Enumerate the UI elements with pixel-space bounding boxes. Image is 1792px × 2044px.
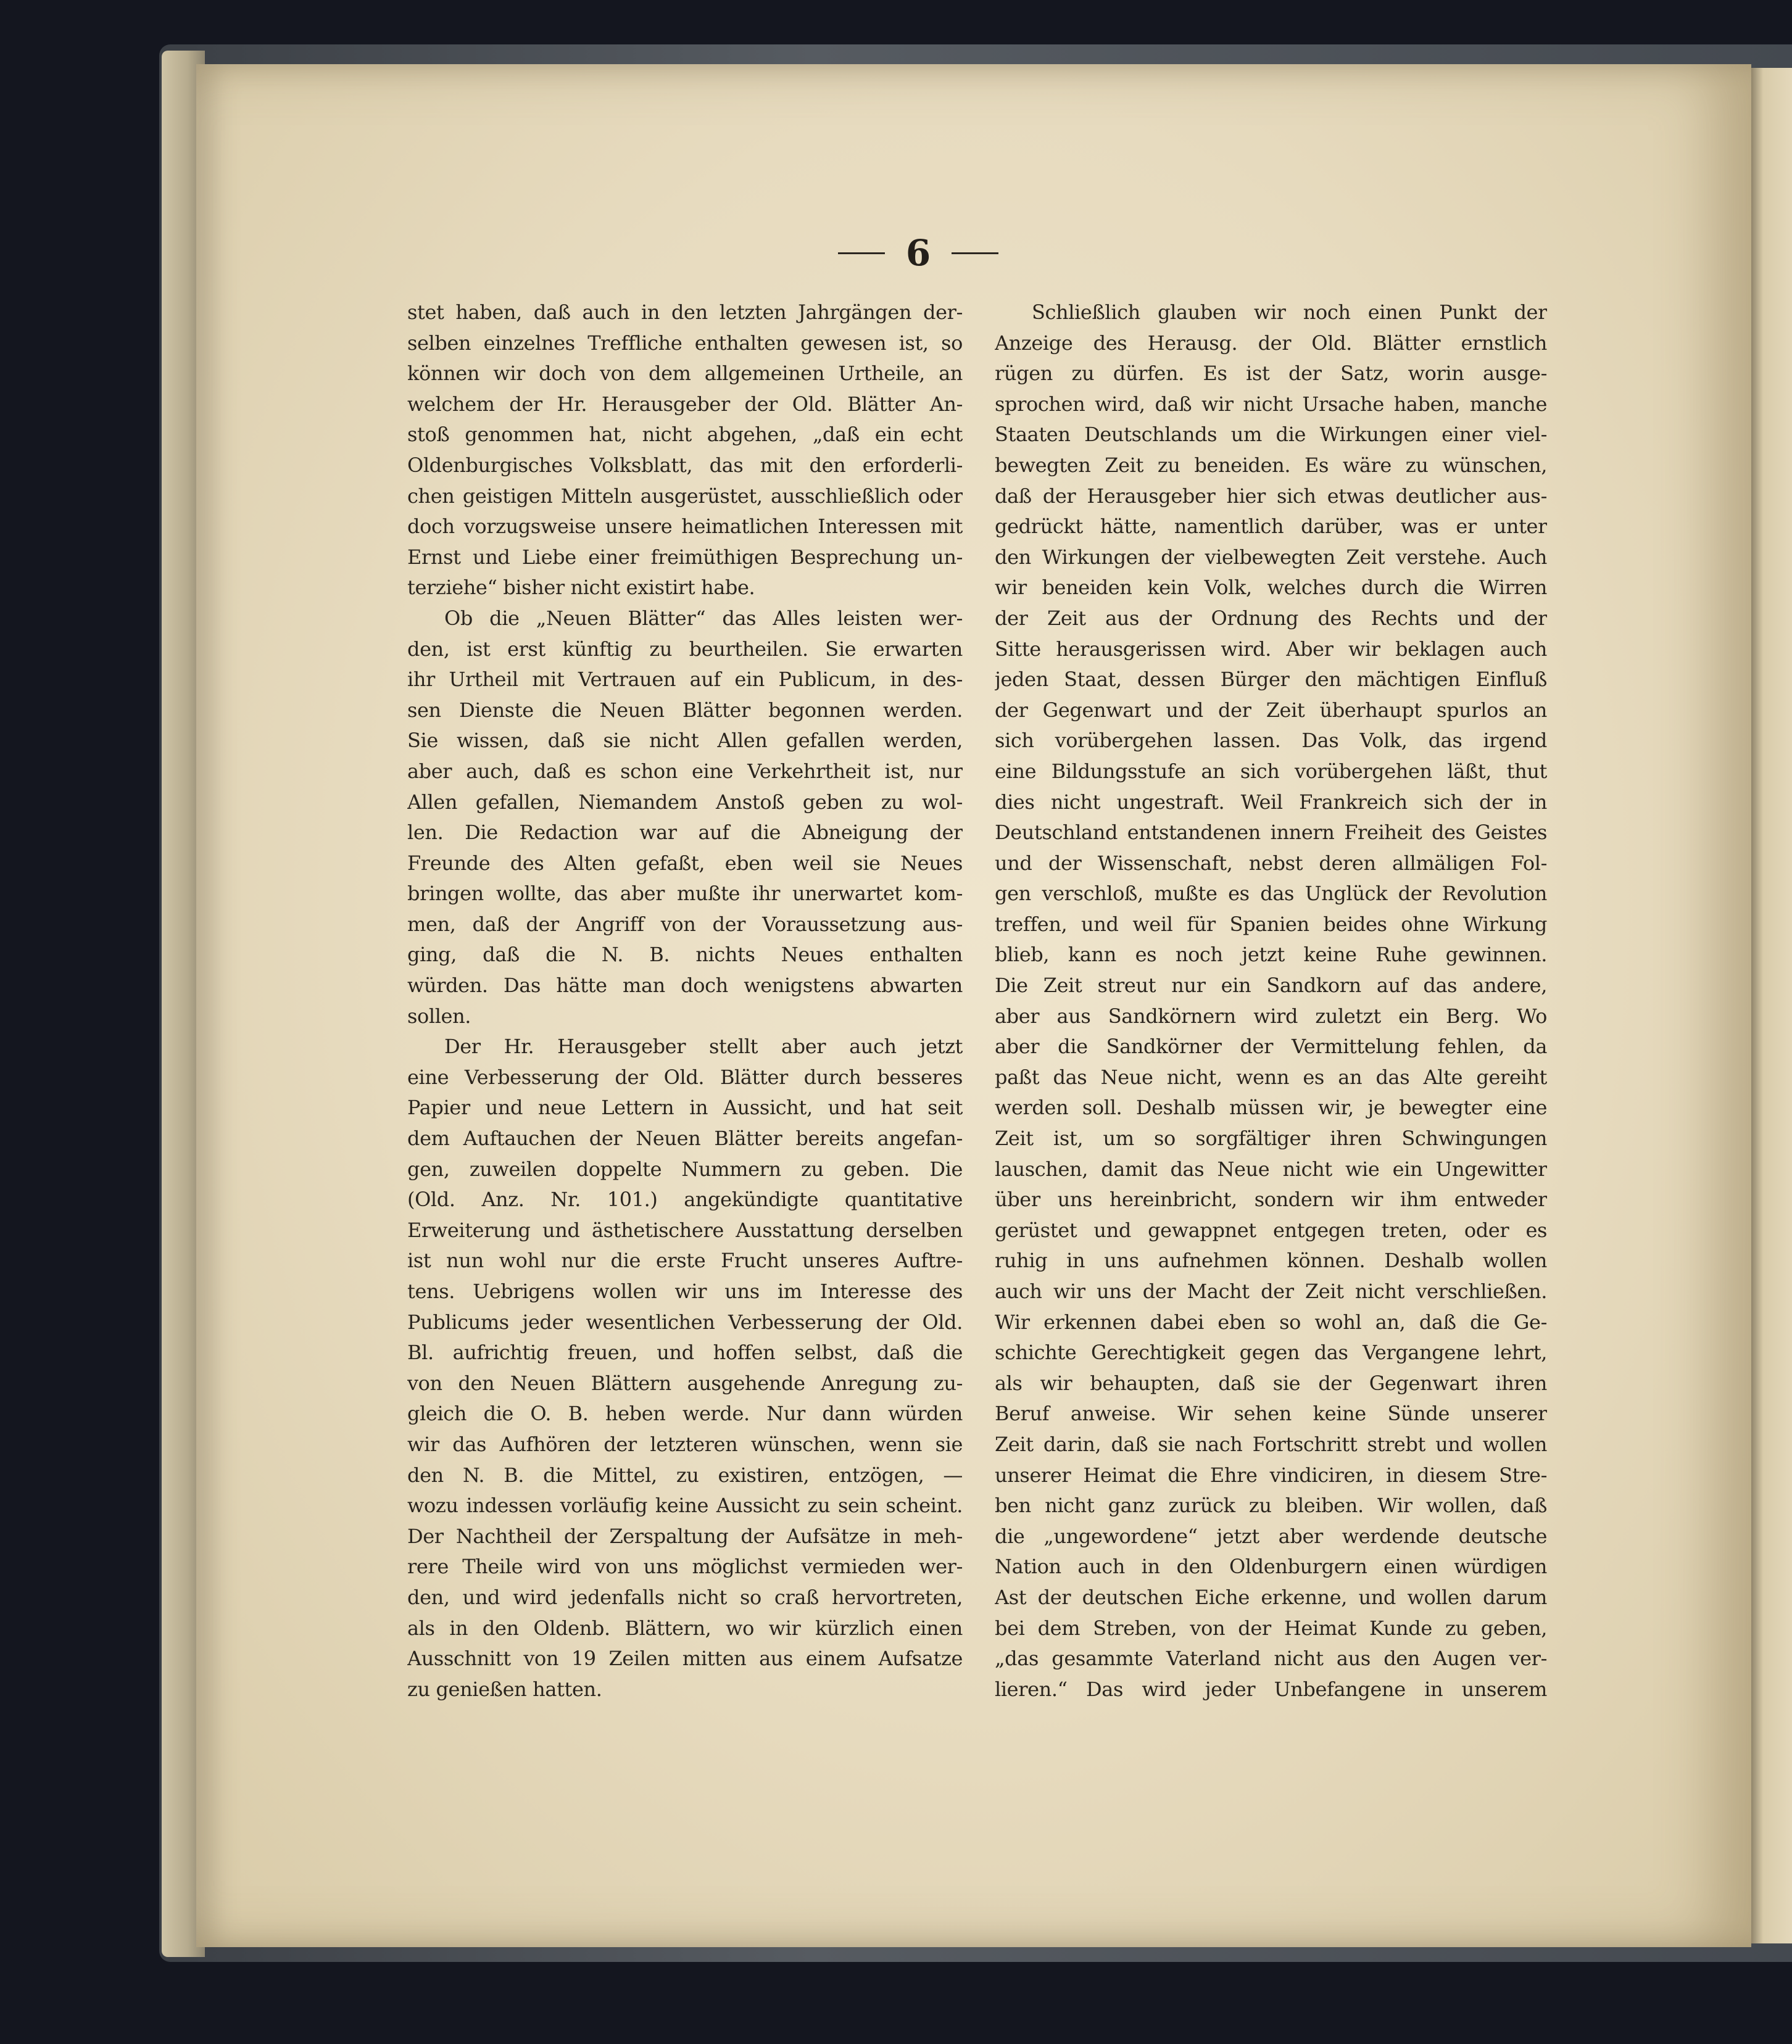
text-line: ihr Urtheil mit Vertrauen auf ein Publicum, in des- (407, 668, 963, 692)
text-line: schichte Gerechtigkeit gegen das Vergangene lehrt, (995, 1341, 1547, 1365)
text-line: Ob die „Neuen Blätter“ das Alles leisten wer- (444, 606, 963, 630)
text-line: ben nicht ganz zurück zu bleiben. Wir wollen, daß (995, 1494, 1547, 1518)
text-line: wir beneiden kein Volk, welches durch die Wirren (995, 576, 1547, 600)
text-line: von den Neuen Blättern ausgehende Anregung zu- (407, 1371, 963, 1395)
text-line: den Wirkungen der vielbewegten Zeit verstehe. Auch (995, 545, 1547, 569)
text-line: Beruf anweise. Wir sehen keine Sünde unserer (995, 1402, 1547, 1426)
text-line: Nation auch in den Oldenburgern einen würdigen (995, 1555, 1547, 1579)
text-line: als in den Oldenb. Blättern, wo wir kürzlich einen (407, 1616, 963, 1640)
text-line: Ernst und Liebe einer freimüthigen Besprechung un- (407, 545, 963, 569)
text-line: lieren.“ Das wird jeder Unbefangene in unserem (995, 1677, 1547, 1701)
text-line: Zeit darin, daß sie nach Fortschritt strebt und wollen (995, 1432, 1547, 1456)
text-line: Oldenburgisches Volksblatt, das mit den erforderli- (407, 453, 963, 477)
text-line: sich vorübergehen lassen. Das Volk, das irgend (995, 729, 1547, 753)
text-line: daß der Herausgeber hier sich etwas deutlicher aus- (995, 484, 1547, 508)
text-line: ruhig in uns aufnehmen können. Deshalb wollen (995, 1249, 1547, 1273)
text-line: gleich die O. B. heben werde. Nur dann würden (407, 1402, 963, 1426)
right-text-column (995, 297, 1547, 1705)
text-line: Der Hr. Herausgeber stellt aber auch jetzt (444, 1035, 963, 1059)
text-line: gen verschloß, mußte es das Unglück der Revolution (995, 882, 1547, 906)
text-line: Anzeige des Herausg. der Old. Blätter ernstlich (995, 331, 1547, 355)
text-line: Papier und neue Lettern in Aussicht, und hat seit (407, 1096, 963, 1120)
text-line: (Old. Anz. Nr. 101.) angekündigte quantitative (407, 1188, 963, 1212)
text-line: den, ist erst künftig zu beurtheilen. Sie erwarten (407, 637, 963, 661)
text-line: aber aus Sandkörnern wird zuletzt ein Berg. Wo (995, 1004, 1547, 1028)
text-line: würden. Das hätte man doch wenigstens abwarten (407, 974, 963, 998)
text-line: jeden Staat, dessen Bürger den mächtigen Einfluß (995, 668, 1547, 692)
text-line: welchem der Hr. Herausgeber der Old. Blätter An- (407, 392, 963, 416)
text-line: Freunde des Alten gefaßt, eben weil sie Neues (407, 851, 963, 875)
text-line: und der Wissenschaft, nebst deren allmäligen Fol- (995, 851, 1547, 875)
text-line: dem Auftauchen der Neuen Blätter bereits angefan- (407, 1127, 963, 1151)
text-line: Zeit ist, um so sorgfältiger ihren Schwingungen (995, 1127, 1547, 1151)
text-line: stet haben, daß auch in den letzten Jahrgängen der- (407, 300, 963, 324)
text-line: lauschen, damit das Neue nicht wie ein Ungewitter (995, 1157, 1547, 1181)
text-line: eine Verbesserung der Old. Blätter durch besseres (407, 1065, 963, 1089)
text-line: blieb, kann es noch jetzt keine Ruhe gewinnen. (995, 943, 1547, 967)
text-line: Wir erkennen dabei eben so wohl an, daß die Ge- (995, 1310, 1547, 1334)
text-line: können wir doch von dem allgemeinen Urtheile, an (407, 362, 963, 386)
text-line: den, und wird jedenfalls nicht so craß hervortreten, (407, 1585, 963, 1609)
text-line: eine Bildungsstufe an sich vorübergehen läßt, thut (995, 759, 1547, 783)
text-line: sollen. (407, 1004, 471, 1028)
text-line: bewegten Zeit zu beneiden. Es wäre zu wünschen, (995, 453, 1547, 477)
text-line: rügen zu dürfen. Es ist der Satz, worin ausge- (995, 362, 1547, 386)
text-line: zu genießen hatten. (407, 1677, 602, 1701)
text-line: terziehe“ bisher nicht existirt habe. (407, 576, 755, 600)
text-line: selben einzelnes Treffliche enthalten gewesen ist, so (407, 331, 963, 355)
text-line: men, daß der Angriff von der Voraussetzung aus- (407, 912, 963, 936)
text-line: über uns hereinbricht, sondern wir ihm entweder (995, 1188, 1547, 1212)
text-line: aber auch, daß es schon eine Verkehrtheit ist, nur (407, 759, 963, 783)
text-line: Staaten Deutschlands um die Wirkungen einer viel- (995, 423, 1547, 447)
text-line: sen Dienste die Neuen Blätter begonnen werden. (407, 698, 963, 722)
text-line: Ausschnitt von 19 Zeilen mitten aus einem Aufsatze (407, 1647, 963, 1671)
text-line: wir das Aufhören der letzteren wünschen, wenn sie (407, 1432, 963, 1456)
text-line: sprochen wird, daß wir nicht Ursache haben, manche (995, 392, 1547, 416)
left-text-column (407, 297, 963, 1705)
text-line: chen geistigen Mitteln ausgerüstet, ausschließlich oder (407, 484, 963, 508)
text-line: dies nicht ungestraft. Weil Frankreich sich der in (995, 790, 1547, 814)
text-line: wozu indessen vorläufig keine Aussicht zu sein scheint. (407, 1494, 963, 1518)
text-line: len. Die Redaction war auf die Abneigung der (407, 821, 963, 845)
text-line: Erweiterung und ästhetischere Ausstattung derselben (407, 1218, 963, 1242)
text-line: die „ungewordene“ jetzt aber werdende deutsche (995, 1524, 1547, 1548)
text-line: aber die Sandkörner der Vermittelung fehlen, da (995, 1035, 1547, 1059)
text-line: Deutschland entstandenen innern Freiheit des Geistes (995, 821, 1547, 845)
text-line: gen, zuweilen doppelte Nummern zu geben. Die (407, 1157, 963, 1181)
text-line: Publicums jeder wesentlichen Verbesserung der Old. (407, 1310, 963, 1334)
text-line: Schließlich glauben wir noch einen Punkt der (1032, 300, 1547, 324)
text-line: Der Nachtheil der Zerspaltung der Aufsätze in meh- (407, 1524, 963, 1548)
text-line: auch wir uns der Macht der Zeit nicht verschließen. (995, 1280, 1547, 1303)
text-line: als wir behaupten, daß sie der Gegenwart ihren (995, 1371, 1547, 1395)
text-line: treffen, und weil für Spanien beides ohne Wirkung (995, 912, 1547, 936)
text-line: ist nun wohl nur die erste Frucht unseres Auftre- (407, 1249, 963, 1273)
text-line: Sitte herausgerissen wird. Aber wir beklagen auch (995, 637, 1547, 661)
text-line: ging, daß die N. B. nichts Neues enthalten (407, 943, 963, 967)
text-line: Sie wissen, daß sie nicht Allen gefallen werden, (407, 729, 963, 753)
text-line: paßt das Neue nicht, wenn es an das Alte gereiht (995, 1065, 1547, 1089)
text-line: rere Theile wird von uns möglichst vermieden wer- (407, 1555, 963, 1579)
text-line: stoß genommen hat, nicht abgehen, „daß ein echt (407, 423, 963, 447)
text-line: gedrückt hätte, namentlich darüber, was er unter (995, 515, 1547, 539)
text-line: werden soll. Deshalb müssen wir, je bewegter eine (995, 1096, 1547, 1120)
next-page-edge (1748, 68, 1792, 1943)
text-line: den N. B. die Mittel, zu existiren, entzögen, — (407, 1463, 963, 1487)
text-line: der Gegenwart und der Zeit überhaupt spurlos an (995, 698, 1547, 722)
text-line: bringen wollte, das aber mußte ihr unerwartet kom- (407, 882, 963, 906)
text-line: der Zeit aus der Ordnung des Rechts und der (995, 606, 1547, 630)
text-line: doch vorzugsweise unsere heimatlichen Interessen mit (407, 515, 963, 539)
text-line: tens. Uebrigens wollen wir uns im Interesse des (407, 1280, 963, 1303)
text-line: gerüstet und gewappnet entgegen treten, oder es (995, 1218, 1547, 1242)
text-line: „das gesammte Vaterland nicht aus den Augen ver- (995, 1647, 1547, 1671)
page-number: 6 (905, 232, 931, 274)
text-line: bei dem Streben, von der Heimat Kunde zu geben, (995, 1616, 1547, 1640)
folio-rule-left (838, 252, 885, 254)
folio-rule-right (952, 252, 998, 254)
page-number-header (838, 228, 998, 278)
text-line: Allen gefallen, Niemandem Anstoß geben zu wol- (407, 790, 963, 814)
text-line: unserer Heimat die Ehre vindiciren, in diesem Stre- (995, 1463, 1547, 1487)
text-line: Bl. aufrichtig freuen, und hoffen selbst, daß die (407, 1341, 963, 1365)
text-line: Die Zeit streut nur ein Sandkorn auf das andere, (995, 974, 1547, 998)
text-line: Ast der deutschen Eiche erkenne, und wollen darum (995, 1585, 1547, 1609)
